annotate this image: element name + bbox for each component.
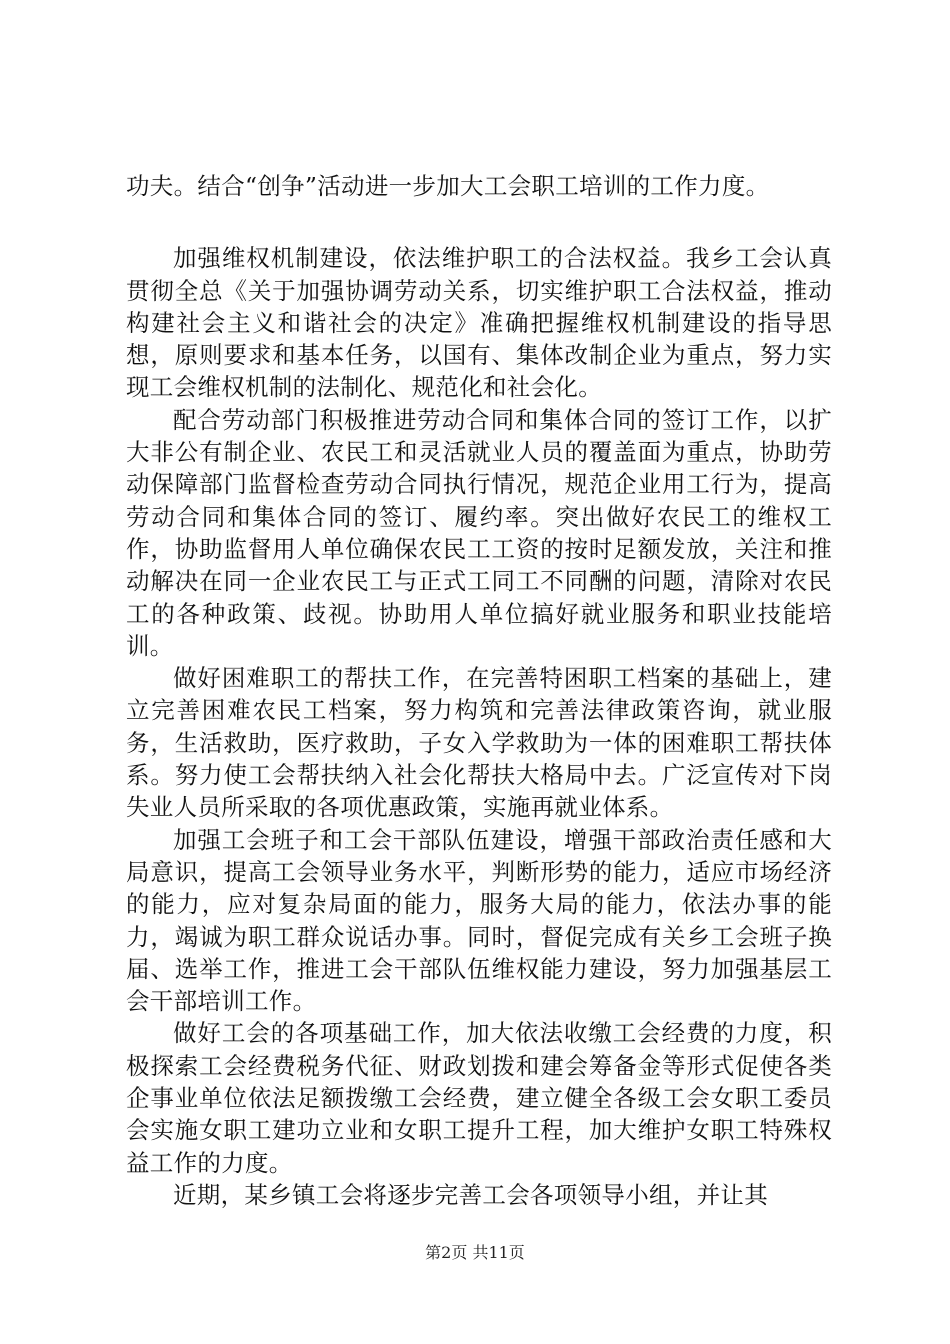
paragraph-labor-contracts: 配合劳动部门积极推进劳动合同和集体合同的签订工作，以扩大非公有制企业、农民工和灵活就业人员的覆盖面为重点，协助劳动保障部门监督检查劳动合同执行情况，规范企业用工行为，提高劳动合同和集体合同的签订、履约率。突出做好农民工的维权工作，协助监督用人单位确保农民工工资的按时足额发放，关注和推动解决在同一企业农民工与正式工同工不同酬的问题，清除对农民工的各种政策、歧视。协助用人单位搞好就业服务和职业技能培训。 — [126, 405, 832, 660]
paragraph-basic-work: 做好工会的各项基础工作，加大依法收缴工会经费的力度，积极探索工会经费税务代征、财政划拨和建会筹备金等形式促使各类企事业单位依法足额拨缴工会经费，建立健全各级工会女职工委员会实施女职工建功立业和女职工提升工程，加大维护女职工特殊权益工作的力度。 — [126, 1019, 832, 1177]
page-footer — [0, 1243, 950, 1263]
paragraph-continued: 功夫。结合“创争”活动进一步加大工会职工培训的工作力度。 — [126, 172, 770, 200]
paragraph-recent-plans: 近期，某乡镇工会将逐步完善工会各项领导小组，并让其 — [173, 1180, 768, 1209]
page-number: 第2页 共11页 — [425, 1243, 525, 1262]
paragraph-rights-mechanism: 加强维权机制建设，依法维护职工的合法权益。我乡工会认真贯彻全总《关于加强协调劳动关系，切实维护职工合法权益，推动构建社会主义和谐社会的决定》准确把握维权机制建设的指导思想，原则要求和基本任务，以国有、集体改制企业为重点，努力实现工会维权机制的法制化、规范化和社会化。 — [126, 244, 832, 402]
document-body — [126, 170, 832, 1211]
paragraph-cadre-building: 加强工会班子和工会干部队伍建设，增强干部政治责任感和大局意识，提高工会领导业务水平，判断形势的能力，适应市场经济的能力，应对复杂局面的能力，服务大局的能力，依法办事的能力，竭诚为职工群众说话办事。同时，督促完成有关乡工会班子换届、选举工作，推进工会干部队伍维权能力建设，努力加强基层工会干部培训工作。 — [126, 825, 832, 1016]
paragraph-needy-workers: 做好困难职工的帮扶工作，在完善特困职工档案的基础上，建立完善困难农民工档案，努力构筑和完善法律政策咨询，就业服务，生活救助，医疗救助，子女入学救助为一体的困难职工帮扶体系。努力使工会帮扶纳入社会化帮扶大格局中去。广泛宣传对下岗失业人员所采取的各项优惠政策，实施再就业体系。 — [126, 664, 832, 822]
